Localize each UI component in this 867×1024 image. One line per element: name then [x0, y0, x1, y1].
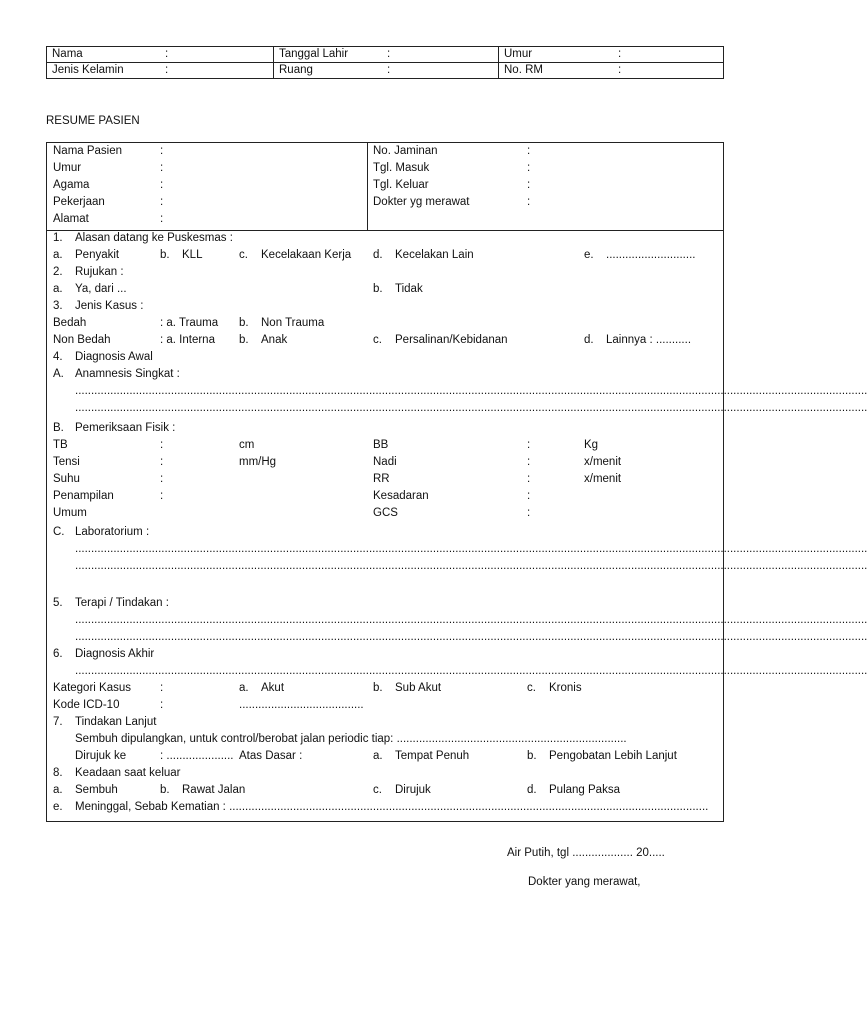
header-colon: : [618, 48, 622, 60]
header-colon: : [165, 48, 169, 60]
form-row [47, 488, 723, 505]
form-cell: Non Bedah [53, 334, 111, 346]
form-row [47, 383, 867, 400]
form-cell: Ya, dari ... [75, 283, 127, 295]
form-cell: Kesadaran [373, 490, 429, 502]
form-cell: a. [53, 283, 63, 295]
form-row [47, 558, 867, 575]
form-title: RESUME PASIEN [46, 115, 140, 127]
dotted-fill-line: ........................................................................................................................................................................................................................................................ [75, 543, 867, 555]
patient-field-row [47, 160, 723, 177]
form-cell: Non Trauma [261, 317, 325, 329]
form-cell: e. [53, 801, 63, 813]
header-cell-tanggal-lahir [274, 47, 499, 63]
form-cell: Keadaan saat keluar [75, 767, 181, 779]
form-cell: 8. [53, 767, 63, 779]
header-label: Tanggal Lahir [279, 48, 349, 60]
form-cell: TB [53, 439, 68, 451]
form-cell: : [527, 456, 531, 468]
form-cell: e. [584, 249, 594, 261]
form-cell: Kecelakan Lain [395, 249, 474, 261]
patient-field-label: No. Jaminan [373, 145, 438, 157]
form-cell: Kronis [549, 682, 582, 694]
form-cell: Sembuh [75, 784, 118, 796]
form-cell: Alasan datang ke Puskesmas : [75, 232, 233, 244]
form-cell: 1. [53, 232, 63, 244]
patient-field-row [47, 143, 723, 160]
form-cell: 3. [53, 300, 63, 312]
header-row-2 [47, 63, 724, 79]
form-row [47, 230, 723, 247]
form-row [47, 697, 723, 714]
form-row [47, 748, 723, 765]
form-cell: a. [239, 682, 249, 694]
form-cell: Diagnosis Akhir [75, 648, 155, 660]
form-row [47, 437, 723, 454]
form-cell: Suhu [53, 473, 80, 485]
patient-field-label: Agama [53, 179, 90, 191]
patient-field-label: Umur [53, 162, 82, 174]
form-cell: Jenis Kasus : [75, 300, 144, 312]
form-cell: Diagnosis Awal [75, 351, 153, 363]
patient-field-colon: : [160, 162, 164, 174]
form-cell: : [527, 473, 531, 485]
patient-field-colon: : [160, 196, 164, 208]
form-cell: Akut [261, 682, 285, 694]
form-cell: Tindakan Lanjut [75, 716, 157, 728]
form-cell: c. [239, 249, 248, 261]
form-cell: c. [527, 682, 536, 694]
form-cell: Meninggal, Sebab Kematian : ...................................................................................................................................................... [75, 801, 709, 813]
form-cell: : [160, 682, 164, 694]
form-cell: Kategori Kasus [53, 682, 131, 694]
form-row [47, 400, 867, 417]
form-cell: : [160, 490, 164, 502]
form-cell: x/menit [584, 473, 622, 485]
header-cell-no-rm [499, 63, 724, 79]
patient-field-colon: : [160, 145, 164, 157]
form-row [47, 524, 723, 541]
form-cell: : [160, 699, 164, 711]
form-cell: mm/Hg [239, 456, 277, 468]
patient-field-label: Pekerjaan [53, 196, 105, 208]
form-cell: Sub Akut [395, 682, 442, 694]
form-cell: c. [373, 334, 382, 346]
form-cell: Penampilan [53, 490, 114, 502]
form-cell: b. [160, 249, 170, 261]
form-cell: A. [53, 368, 64, 380]
form-cell: : ..................... [160, 750, 234, 762]
form-cell: C. [53, 526, 65, 538]
form-cell: : a. Trauma [160, 317, 219, 329]
form-cell: : [160, 456, 164, 468]
form-cell: Dirujuk ke [75, 750, 127, 762]
form-row [47, 471, 723, 488]
header-cell-umur [499, 47, 724, 63]
form-cell: ............................ [606, 249, 696, 261]
form-cell: 5. [53, 597, 63, 609]
form-cell: Kecelakaan Kerja [261, 249, 352, 261]
form-cell: 7. [53, 716, 63, 728]
form-cell: Terapi / Tindakan : [75, 597, 169, 609]
form-cell: : a. Interna [160, 334, 215, 346]
form-cell: b. [373, 682, 383, 694]
form-cell: ....................................... [239, 699, 364, 711]
form-cell: Persalinan/Kebidanan [395, 334, 508, 346]
form-cell: Tidak [395, 283, 423, 295]
form-cell: RR [373, 473, 390, 485]
form-row [47, 799, 723, 816]
resume-box [46, 142, 867, 822]
form-row [47, 298, 723, 315]
patient-field-row [47, 211, 723, 228]
header-cell-ruang [274, 63, 499, 79]
form-cell: Bedah [53, 317, 87, 329]
form-row [47, 646, 723, 663]
form-row [47, 420, 723, 437]
patient-field-label: Nama Pasien [53, 145, 123, 157]
form-row [47, 332, 723, 349]
dotted-fill-line: ........................................................................................................................................................................................................................................................ [75, 402, 867, 414]
patient-field-colon: : [527, 162, 531, 174]
form-cell: Tensi [53, 456, 80, 468]
form-cell: Nadi [373, 456, 397, 468]
header-colon: : [165, 64, 169, 76]
form-cell: KLL [182, 249, 203, 261]
form-cell: Anamnesis Singkat : [75, 368, 180, 380]
header-colon: : [387, 64, 391, 76]
form-cell: b. [373, 283, 383, 295]
form-cell: b. [239, 334, 249, 346]
form-cell: Kg [584, 439, 599, 451]
form-row [47, 612, 867, 629]
form-row [47, 366, 723, 383]
signature-doctor-label: Dokter yang merawat, [528, 876, 641, 888]
form-cell: 4. [53, 351, 63, 363]
header-colon: : [618, 64, 622, 76]
form-cell: 6. [53, 648, 63, 660]
dotted-fill-line: ........................................................................................................................................................................................................................................................ [75, 665, 867, 677]
signature-place-date: Air Putih, tgl ................... 20..... [507, 847, 665, 859]
form-cell: c. [373, 784, 382, 796]
form-row [47, 505, 723, 522]
form-cell: 2. [53, 266, 63, 278]
patient-field-label: Tgl. Keluar [373, 179, 429, 191]
form-row [47, 782, 723, 799]
form-cell: GCS [373, 507, 398, 519]
form-cell: Rujukan : [75, 266, 124, 278]
form-cell: Pulang Paksa [549, 784, 620, 796]
form-row [47, 281, 723, 298]
form-cell: : [527, 507, 531, 519]
form-row [47, 247, 723, 264]
form-row [47, 663, 867, 680]
patient-field-row [47, 194, 723, 211]
header-cell-jenis-kelamin [47, 63, 274, 79]
form-row [47, 714, 723, 731]
header-label: Ruang [279, 64, 313, 76]
patient-field-colon: : [527, 145, 531, 157]
form-cell: Penyakit [75, 249, 120, 261]
form-row [47, 541, 867, 558]
dotted-fill-line: ........................................................................................................................................................................................................................................................ [75, 385, 867, 397]
patient-field-row [47, 177, 723, 194]
form-row [47, 765, 723, 782]
form-cell: a. [53, 784, 63, 796]
form-cell: d. [527, 784, 537, 796]
form-row [47, 349, 723, 366]
form-cell: Laboratorium : [75, 526, 150, 538]
patient-field-colon: : [527, 196, 531, 208]
form-cell: Anak [261, 334, 288, 346]
form-row [47, 731, 723, 748]
form-cell: : [527, 439, 531, 451]
dotted-fill-line: ........................................................................................................................................................................................................................................................ [75, 631, 867, 643]
form-cell: Umum [53, 507, 87, 519]
form-cell: Atas Dasar : [239, 750, 303, 762]
form-cell: b. [239, 317, 249, 329]
form-cell: Tempat Penuh [395, 750, 470, 762]
form-row [47, 315, 723, 332]
form-row [47, 264, 723, 281]
form-cell: BB [373, 439, 389, 451]
form-cell: Sembuh dipulangkan, untuk control/berobat jalan periodic tiap: ........................................................................ [75, 733, 627, 745]
patient-field-colon: : [160, 213, 164, 225]
form-cell: Lainnya : ........... [606, 334, 692, 346]
form-cell: a. [373, 750, 383, 762]
form-cell: : [160, 473, 164, 485]
header-row-1 [47, 47, 724, 63]
header-label: Jenis Kelamin [52, 64, 124, 76]
patient-field-colon: : [160, 179, 164, 191]
form-cell: Kode ICD-10 [53, 699, 120, 711]
form-row [47, 680, 723, 697]
form-cell: : [160, 439, 164, 451]
patient-field-label: Tgl. Masuk [373, 162, 430, 174]
form-cell: Pemeriksaan Fisik : [75, 422, 176, 434]
form-cell: b. [527, 750, 537, 762]
form-cell: Dirujuk [395, 784, 431, 796]
form-row [47, 629, 867, 646]
form-row [47, 454, 723, 471]
form-cell: : [527, 490, 531, 502]
patient-field-label: Alamat [53, 213, 89, 225]
patient-field-label: Dokter yg merawat [373, 196, 470, 208]
form-cell: a. [53, 249, 63, 261]
form-cell: Rawat Jalan [182, 784, 246, 796]
header-label: No. RM [504, 64, 543, 76]
form-cell: b. [160, 784, 170, 796]
patient-field-colon: : [527, 179, 531, 191]
header-cell-nama [47, 47, 274, 63]
header-colon: : [387, 48, 391, 60]
dotted-fill-line: ........................................................................................................................................................................................................................................................ [75, 614, 867, 626]
header-label: Umur [504, 48, 533, 60]
header-label: Nama [52, 48, 83, 60]
form-cell: B. [53, 422, 64, 434]
form-cell: x/menit [584, 456, 622, 468]
form-cell: Pengobatan Lebih Lanjut [549, 750, 677, 762]
form-cell: d. [584, 334, 594, 346]
dotted-fill-line: ........................................................................................................................................................................................................................................................ [75, 560, 867, 572]
patient-header-table [46, 46, 724, 79]
form-cell: d. [373, 249, 383, 261]
form-cell: cm [239, 439, 255, 451]
form-row [47, 595, 723, 612]
